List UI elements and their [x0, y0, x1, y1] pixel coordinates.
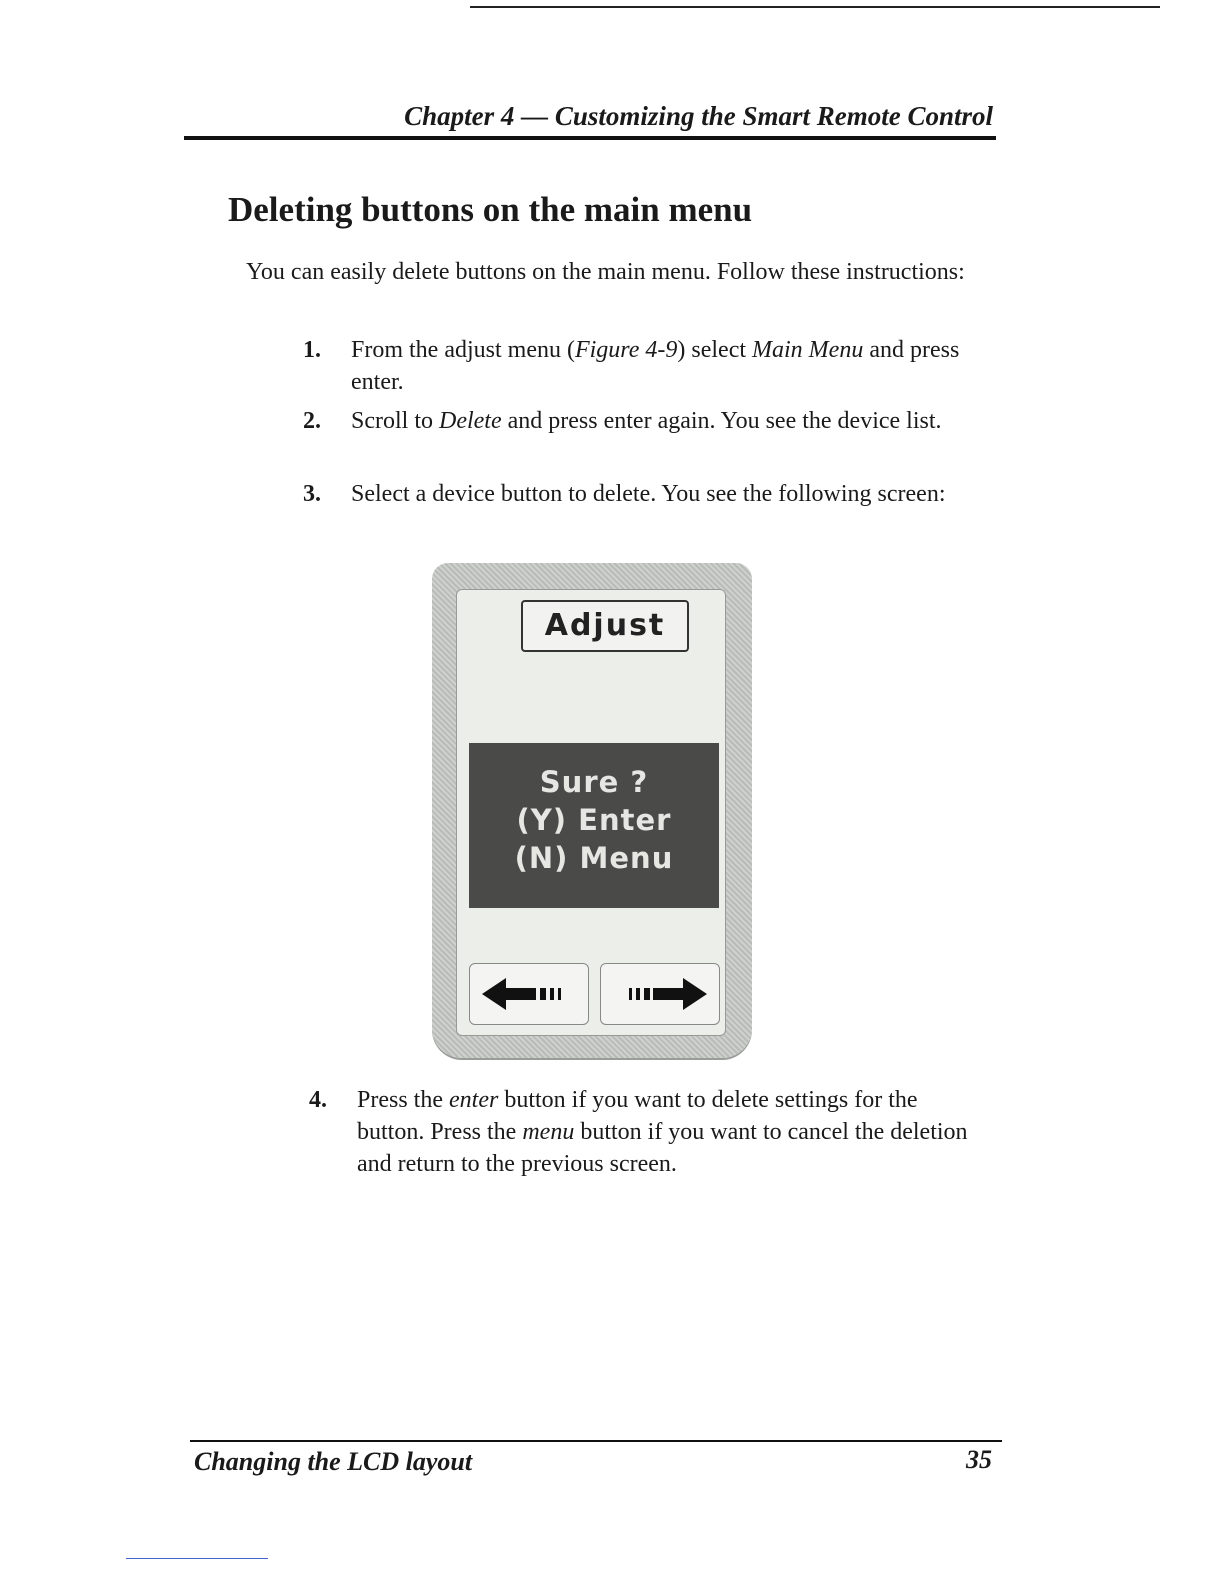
scan-edge-line: [470, 6, 1160, 8]
scan-edge-line: [126, 1558, 268, 1559]
step-number: 3.: [303, 481, 321, 507]
step-text: Scroll to Delete and press enter again. You see the device list.: [351, 408, 942, 434]
confirm-yes-option: (Y) Enter: [516, 803, 672, 837]
step-text: Select a device button to delete. You see the following screen:: [351, 481, 946, 507]
delete-confirmation-panel: [469, 743, 719, 908]
step-number: 4.: [309, 1087, 327, 1113]
footer-section-name: Changing the LCD layout: [194, 1447, 473, 1476]
left-arrow-icon: [470, 964, 588, 1024]
adjust-title-box: Adjust: [521, 600, 689, 652]
lcd-screen: [456, 589, 726, 1036]
confirm-no-option: (N) Menu: [514, 841, 674, 875]
step-3: [303, 478, 983, 510]
right-arrow-icon: [601, 964, 719, 1024]
step-2: [303, 405, 983, 437]
step-4: [309, 1084, 989, 1180]
page-number: 35: [966, 1445, 992, 1474]
step-1: [303, 334, 983, 398]
section-title: Deleting buttons on the main menu: [228, 190, 753, 229]
header-rule: [184, 136, 996, 140]
previous-button[interactable]: [469, 963, 589, 1025]
step-number: 2.: [303, 408, 321, 434]
intro-paragraph: You can easily delete buttons on the main menu. Follow these instructions:: [246, 259, 965, 285]
footer-rule: [190, 1440, 1002, 1442]
step-number: 1.: [303, 337, 321, 363]
confirm-question: Sure ?: [539, 765, 649, 799]
step-text: Press the enter button if you want to delete settings for the button. Press the menu button if you want to cancel the deletion and return to the previous screen.: [357, 1087, 968, 1177]
next-button[interactable]: [600, 963, 720, 1025]
remote-control-illustration: [432, 563, 752, 1058]
step-text: From the adjust menu (Figure 4-9) select Main Menu and press enter.: [351, 337, 960, 395]
chapter-header: Chapter 4 — Customizing the Smart Remote Control: [404, 101, 993, 131]
